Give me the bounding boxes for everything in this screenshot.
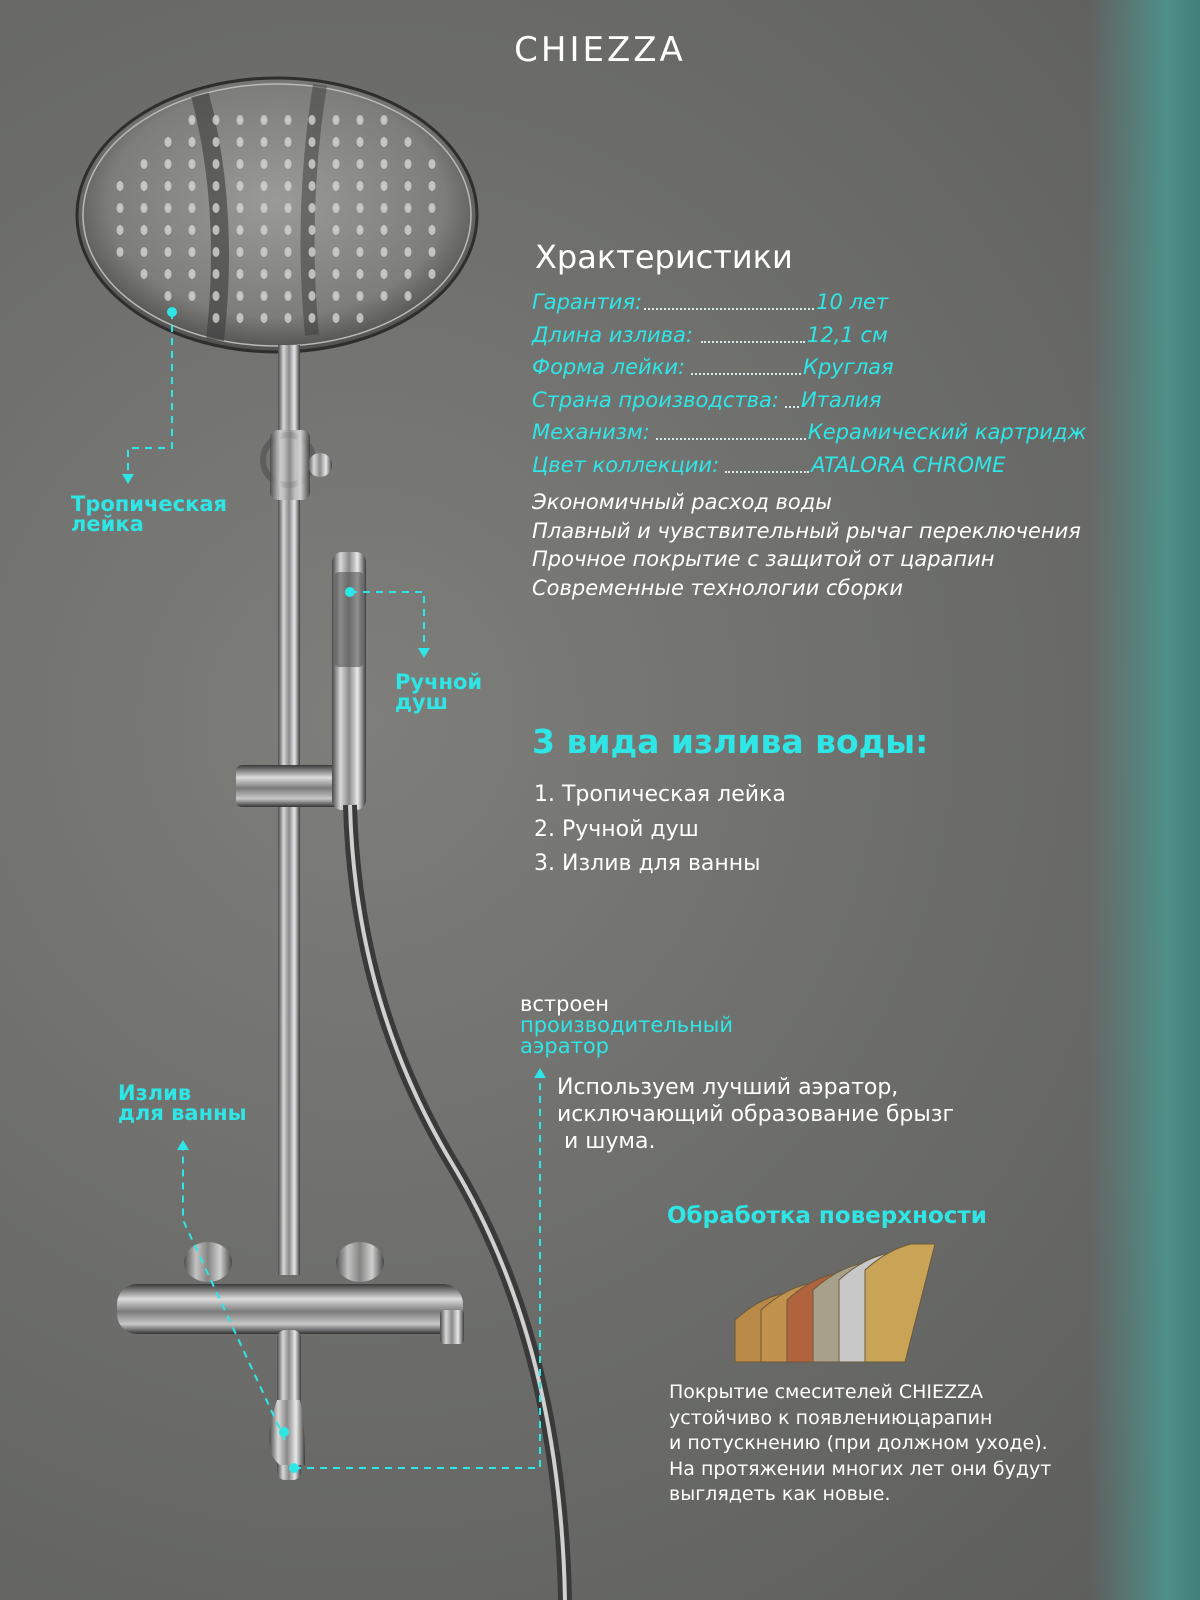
nozzle (357, 203, 364, 213)
water-type-item: 2. Ручной душ (534, 816, 699, 842)
spec-row (532, 319, 1132, 352)
nozzle (189, 115, 196, 125)
spec-leader-dots (691, 359, 801, 375)
nozzle (189, 159, 196, 169)
water-type-item: 3. Излив для ванны (534, 851, 761, 876)
aerator-text-line: исключающий образование брызг (557, 1102, 955, 1127)
spec-value: Керамический картридж (807, 420, 1087, 445)
aerator-text-line: и шума. (557, 1129, 656, 1154)
aerator-heading-line1: встроен (520, 992, 609, 1016)
spec-row (532, 416, 1132, 449)
callout-rain-head (71, 494, 227, 534)
nozzle (213, 181, 220, 191)
spec-value: Круглая (803, 355, 894, 380)
nozzle (405, 159, 412, 169)
nozzle (309, 225, 316, 235)
feature-item: Прочное покрытие с защитой от царапин (532, 547, 995, 571)
surface-text-line: и потускнению (при должном уходе). (669, 1432, 1048, 1454)
nozzle (357, 247, 364, 257)
nozzle (261, 181, 268, 191)
nozzle (333, 291, 340, 301)
features-list (532, 488, 1081, 602)
nozzle (165, 203, 172, 213)
nozzle (309, 313, 316, 323)
nozzle (285, 225, 292, 235)
callout-bath-spout (118, 1083, 247, 1123)
nozzle (429, 159, 436, 169)
spec-row (532, 351, 1132, 384)
spec-key: Механизм: (532, 420, 650, 445)
water-type-item: 1. Тропическая лейка (534, 782, 786, 807)
nozzle (189, 291, 196, 301)
finish-swatch (865, 1244, 935, 1362)
spec-row (532, 286, 1132, 319)
nozzle (309, 159, 316, 169)
callout-hand-shower (395, 672, 482, 712)
spec-leader-dots (725, 457, 809, 473)
nozzle (213, 269, 220, 279)
nozzle (213, 115, 220, 125)
nozzle (381, 225, 388, 235)
nozzle (357, 225, 364, 235)
nozzle (285, 269, 292, 279)
nozzle (213, 159, 220, 169)
nozzle (237, 181, 244, 191)
nozzle (405, 137, 412, 147)
specs-title: Храктеристики (535, 238, 793, 276)
nozzle (429, 269, 436, 279)
nozzle (165, 247, 172, 257)
callout-hand-shower-line2: душ (395, 690, 448, 714)
nozzle (189, 247, 196, 257)
callout-hand-shower-line1: Ручной (395, 670, 483, 694)
nozzle (285, 247, 292, 257)
nozzle (285, 203, 292, 213)
nozzle (405, 269, 412, 279)
feature-item: Плавный и чувствительный рычаг переключения (532, 518, 1081, 543)
nozzle (261, 313, 268, 323)
nozzle (285, 115, 292, 125)
nozzle (285, 137, 292, 147)
water-types-title: 3 вида излива воды: (532, 722, 929, 761)
nozzle (261, 291, 268, 301)
nozzle (357, 159, 364, 169)
nozzle (213, 137, 220, 147)
spec-value: ATALORA CHROME (811, 452, 1006, 477)
nozzle (213, 247, 220, 257)
nozzle (165, 269, 172, 279)
nozzle (213, 225, 220, 235)
nozzle (189, 181, 196, 191)
nozzle (309, 247, 316, 257)
nozzle (381, 159, 388, 169)
surface-title: Обработка поверхности (667, 1203, 987, 1229)
spec-leader-dots (644, 294, 814, 310)
spec-leader-dots (656, 424, 806, 440)
nozzle (381, 247, 388, 257)
nozzle (261, 115, 268, 125)
nozzle (261, 225, 268, 235)
spec-leader-dots (701, 327, 805, 343)
nozzle (117, 203, 124, 213)
nozzle (237, 313, 244, 323)
nozzle (381, 269, 388, 279)
nozzle (261, 247, 268, 257)
nozzle (141, 269, 148, 279)
aerator-heading (520, 994, 733, 1057)
nozzle (285, 313, 292, 323)
feature-item: Современные технологии сборки (532, 575, 903, 600)
nozzle (309, 291, 316, 301)
nozzle (117, 181, 124, 191)
nozzle (381, 181, 388, 191)
spec-key: Длина излива: (532, 322, 693, 347)
nozzle (165, 291, 172, 301)
nozzle (333, 115, 340, 125)
nozzle (285, 291, 292, 301)
nozzle (333, 313, 340, 323)
nozzle (261, 203, 268, 213)
spec-value: Италия (800, 387, 882, 412)
nozzle (333, 247, 340, 257)
spec-key: Форма лейки: (532, 355, 686, 380)
nozzle (117, 225, 124, 235)
nozzle (309, 181, 316, 191)
spec-row (532, 384, 1132, 417)
nozzle (381, 291, 388, 301)
callout-rain-head-line1: Тропическая (71, 492, 228, 516)
nozzle (357, 313, 364, 323)
nozzle (141, 203, 148, 213)
nozzle (357, 291, 364, 301)
nozzle (117, 247, 124, 257)
nozzle (213, 203, 220, 213)
specs-list (532, 286, 1132, 481)
nozzle (189, 203, 196, 213)
water-types-list (534, 778, 786, 882)
spec-value: 12,1 см (806, 322, 888, 347)
nozzle (357, 269, 364, 279)
nozzle (429, 181, 436, 191)
nozzle (237, 247, 244, 257)
surface-text-line: Покрытие смесителей CHIEZZA (669, 1381, 984, 1403)
rain-shower-head (77, 78, 477, 352)
nozzle (237, 203, 244, 213)
nozzle (333, 137, 340, 147)
nozzle (285, 159, 292, 169)
nozzle (381, 203, 388, 213)
nozzle (237, 137, 244, 147)
spec-row (532, 449, 1132, 482)
surface-text-line: устойчиво к появлениюцарапин (669, 1406, 993, 1429)
surface-finish-swatches (735, 1244, 935, 1362)
nozzle (309, 269, 316, 279)
nozzle (309, 203, 316, 213)
nozzle (165, 159, 172, 169)
nozzle (237, 159, 244, 169)
nozzle (165, 181, 172, 191)
spec-key: Страна производства: (532, 387, 779, 412)
callout-bath-spout-line2: для ванны (118, 1101, 247, 1125)
surface-text-line: выглядеть как новые. (669, 1483, 891, 1505)
nozzle (333, 269, 340, 279)
nozzle (189, 137, 196, 147)
surface-description (669, 1380, 1051, 1508)
nozzle (429, 225, 436, 235)
surface-text-line: На протяжении многих лет они будут (669, 1457, 1052, 1480)
aerator-text-line: Используем лучший аэратор, (557, 1075, 899, 1100)
nozzle (213, 313, 220, 323)
nozzle (357, 115, 364, 125)
nozzle (405, 203, 412, 213)
feature-item: Экономичный расход воды (532, 490, 832, 514)
nozzle (357, 137, 364, 147)
nozzle (165, 137, 172, 147)
nozzle (213, 291, 220, 301)
spec-leader-dots (785, 392, 799, 408)
shower-hose (350, 805, 565, 1600)
nozzle (237, 269, 244, 279)
nozzle (381, 137, 388, 147)
nozzle (357, 181, 364, 191)
nozzle (333, 181, 340, 191)
nozzle (189, 225, 196, 235)
nozzle (405, 247, 412, 257)
nozzle (237, 115, 244, 125)
aerator-heading-line2: производительный (520, 1013, 734, 1037)
brand-logo: CHIEZZA (514, 30, 686, 70)
nozzle (189, 269, 196, 279)
nozzle (141, 159, 148, 169)
spec-value: 10 лет (816, 290, 889, 315)
nozzle (429, 203, 436, 213)
aerator-heading-line3: аэратор (520, 1034, 610, 1058)
nozzle (141, 247, 148, 257)
nozzle (405, 225, 412, 235)
nozzle (429, 247, 436, 257)
nozzle (309, 115, 316, 125)
nozzle (261, 159, 268, 169)
aerator-description (557, 1074, 954, 1155)
nozzle (333, 225, 340, 235)
nozzle (309, 137, 316, 147)
nozzle (237, 225, 244, 235)
nozzle (261, 137, 268, 147)
nozzle (405, 291, 412, 301)
nozzle (261, 269, 268, 279)
spec-key: Цвет коллекции: (532, 452, 720, 477)
spec-key: Гарантия: (532, 290, 643, 315)
nozzle (333, 159, 340, 169)
nozzle (381, 115, 388, 125)
callout-rain-head-line2: лейка (71, 512, 144, 536)
nozzle (333, 203, 340, 213)
nozzle (165, 225, 172, 235)
nozzle (285, 181, 292, 191)
nozzle (141, 181, 148, 191)
callout-bath-spout-line1: Излив (118, 1081, 192, 1105)
nozzle (141, 225, 148, 235)
nozzle (237, 291, 244, 301)
thermostatic-mixer (117, 1284, 463, 1334)
nozzle (405, 181, 412, 191)
